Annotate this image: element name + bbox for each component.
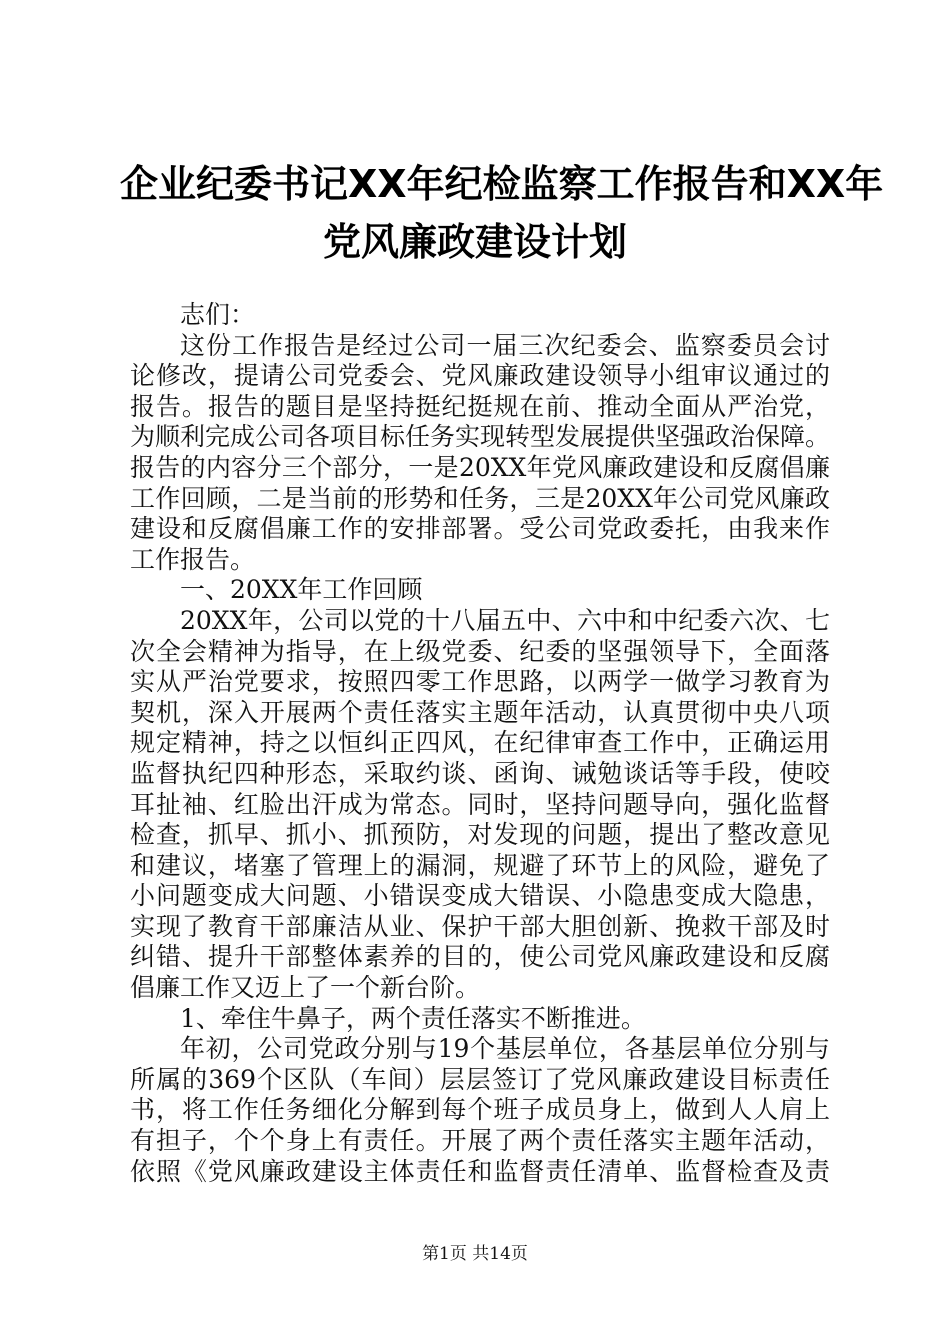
body-text-line: 小问题变成大问题、小错误变成大错误、小隐患变成大隐患， xyxy=(130,881,830,911)
body-text-line: 耳扯袖、红脸出汗成为常态。同时，坚持问题导向，强化监督 xyxy=(130,789,830,819)
body-text-line: 依照《党风廉政建设主体责任和监督责任清单、监督检查及责 xyxy=(130,1156,830,1186)
body-text-line: 实现了教育干部廉洁从业、保护干部大胆创新、挽救干部及时 xyxy=(130,911,830,941)
document-title-line-1: 企业纪委书记XX年纪检监察工作报告和XX年 xyxy=(120,162,884,206)
body-text-line: 20XX年，公司以党的十八届五中、六中和中纪委六次、七 xyxy=(180,605,830,635)
body-text-line: 纠错、提升干部整体素养的目的，使公司党风廉政建设和反腐 xyxy=(130,942,830,972)
body-text-line: 这份工作报告是经过公司一届三次纪委会、监察委员会讨 xyxy=(180,330,830,360)
body-text-line: 检查，抓早、抓小、抓预防，对发现的问题，提出了整改意见 xyxy=(130,820,830,850)
document-title-line-2: 党风廉政建设计划 xyxy=(322,220,627,264)
body-text-line: 志们： xyxy=(180,300,256,329)
body-text-line: 年初，公司党政分别与19个基层单位，各基层单位分别与 xyxy=(180,1034,830,1064)
body-text-line: 实从严治党要求，按照四零工作思路，以两学一做学习教育为 xyxy=(130,667,830,697)
body-text-line: 建设和反腐倡廉工作的安排部署。受公司党政委托，由我来作 xyxy=(130,514,830,544)
body-text-line: 倡廉工作又迈上了一个新台阶。 xyxy=(130,973,481,1003)
page-number-footer: 第1页 共14页 xyxy=(422,1244,528,1264)
body-text-line: 和建议，堵塞了管理上的漏洞，规避了环节上的风险，避免了 xyxy=(130,850,830,880)
body-text-line: 监督执纪四种形态，采取约谈、函询、诫勉谈话等手段，使咬 xyxy=(130,758,830,788)
document-body xyxy=(130,300,830,1187)
body-text-line: 工作回顾，二是当前的形势和任务，三是20XX年公司党风廉政 xyxy=(130,483,830,513)
body-text-line: 所属的369个区队（车间）层层签订了党风廉政建设目标责任 xyxy=(130,1064,830,1094)
body-text-line: 工作报告。 xyxy=(130,544,256,574)
body-text-line: 一、20XX年工作回顾 xyxy=(180,575,423,605)
body-text-line: 论修改，提请公司党委会、党风廉政建设领导小组审议通过的 xyxy=(130,361,830,391)
body-text-line: 报告的内容分三个部分，一是20XX年党风廉政建设和反腐倡廉 xyxy=(130,452,830,482)
body-text-line: 契机，深入开展两个责任落实主题年活动，认真贯彻中央八项 xyxy=(130,697,830,727)
body-text-line: 报告。报告的题目是坚持挺纪挺规在前、推动全面从严治党， xyxy=(130,391,830,421)
body-text-line: 书，将工作任务细化分解到每个班子成员身上，做到人人肩上 xyxy=(130,1095,830,1125)
body-text-line: 规定精神，持之以恒纠正四风，在纪律审查工作中，正确运用 xyxy=(130,728,830,758)
body-text-line: 为顺利完成公司各项目标任务实现转型发展提供坚强政治保障。 xyxy=(130,422,830,452)
body-text-line: 1、牵住牛鼻子，两个责任落实不断推进。 xyxy=(180,1003,646,1033)
body-text-line: 有担子，个个身上有责任。开展了两个责任落实主题年活动， xyxy=(130,1126,830,1156)
body-text-line: 次全会精神为指导，在上级党委、纪委的坚强领导下，全面落 xyxy=(130,636,830,666)
